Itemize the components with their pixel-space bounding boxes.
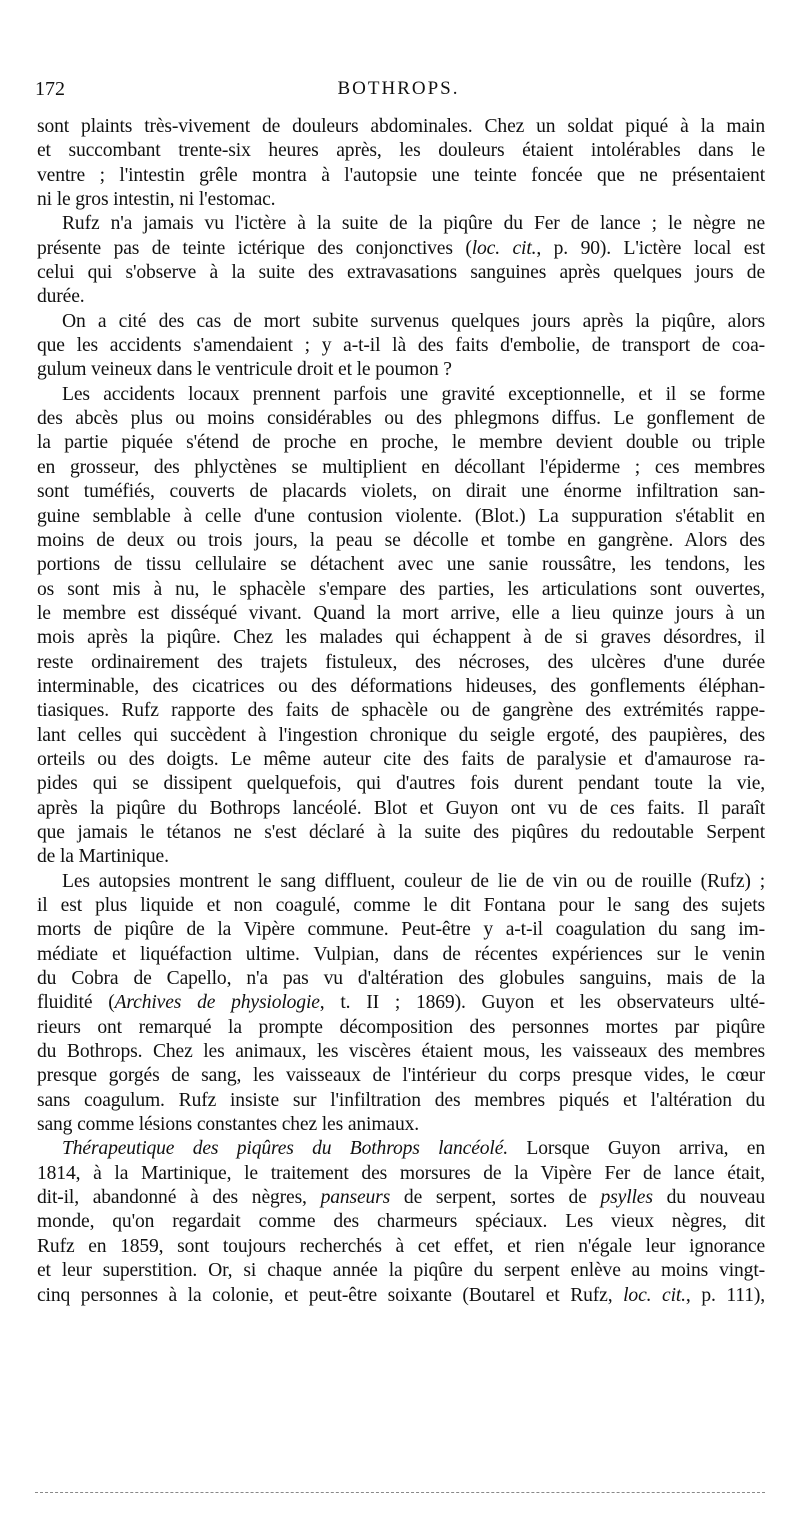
text-segment: cinq personnes à la colonie, et peut-être soixante (Boutarel et Rufz, (37, 1284, 624, 1306)
text-line-l6 (37, 237, 765, 261)
text-segment: , p. 90). L'ictère local est (536, 237, 766, 259)
text-line-l34: morts de piqûre de la Vipère commune. Peut-être y a-t-il coagulation du sang im- (37, 919, 765, 941)
italic-segment: panseurs (320, 1187, 391, 1209)
text-line-l4: ni le gros intestin, ni l'estomac. (37, 189, 276, 211)
text-line-l25: tiasiques. Rufz rapporte des faits de sphacèle ou de gangrène des extrémités rappe- (37, 700, 765, 722)
text-line-l29: après la piqûre du Bothrops lancéolé. Blot et Guyon ont vu de ces faits. Il paraît (37, 797, 765, 819)
text-line-l49 (37, 1284, 765, 1308)
text-line-l33: il est plus liquide et non coagulé, comme le dit Fontana pour le sang des sujets (37, 895, 765, 916)
text-line-l11: gulum veineux dans le ventricule droit et le poumon ? (37, 359, 452, 381)
running-head: BOTHROPS. (337, 78, 460, 99)
text-line-l31: de la Martinique. (37, 846, 169, 868)
text-line-l3: ventre ; l'intestin grêle montra à l'autopsie une teinte foncée que ne présentaient (37, 164, 765, 186)
text-line-l37 (37, 991, 765, 1015)
text-line-l47: Rufz en 1859, sont toujours recherchés à cet effet, et rien n'égale leur ignorance (37, 1235, 765, 1257)
text-line-l46: monde, qu'on regardait comme des charmeurs spéciaux. Les vieux nègres, dit (37, 1211, 765, 1233)
text-line-l26: lant celles qui succèdent à l'ingestion chronique du seigle ergoté, des paupières, des (37, 724, 765, 746)
italic-segment: Thérapeutique des piqûres du Bothrops lancéolé. (62, 1138, 509, 1160)
text-segment: dit-il, abandonné à des nègres, (37, 1187, 321, 1209)
text-line-l35: médiate et liquéfaction ultime. Vulpian, dans de récentes expériences sur le venin (37, 943, 765, 965)
text-line-l27: orteils ou des doigts. Le même auteur cite des faits de paralysie et d'amaurose ra- (37, 748, 765, 770)
text-line-l22: mois après la piqûre. Chez les malades qui échappent à de si graves désordres, il (37, 627, 765, 649)
page-number: 172 (35, 78, 65, 100)
text-segment: fluidité ( (37, 992, 115, 1014)
text-line-l10: que les accidents s'amendaient ; y a-t-il là des faits d'embolie, de transport de coa- (37, 335, 765, 357)
italic-segment: Archives de physiologie (114, 992, 320, 1014)
text-line-l32: Les autopsies montrent le sang diffluent, couleur de lie de vin ou de rouille (Rufz) ; (62, 870, 765, 892)
text-line-l7: celui qui s'observe à la suite des extravasations sanguines après quelques jours de (37, 262, 765, 284)
text-line-l9: On a cité des cas de mort subite survenus quelques jours après la piqûre, alors (62, 310, 765, 332)
text-line-l12: Les accidents locaux prennent parfois une gravité exceptionnelle, et il se forme (62, 383, 765, 405)
text-segment: de serpent, sortes de (390, 1187, 601, 1209)
text-line-l2: et succombant trente-six heures après, les douleurs étaient intolérables dans le (37, 140, 765, 162)
text-line-l20: os sont mis à nu, le sphacèle s'empare des parties, les articulations sont ouvertes, (37, 578, 765, 600)
text-line-l42: sang comme lésions constantes chez les animaux. (37, 1114, 419, 1136)
text-line-l1: sont plaints très-vivement de douleurs abdominales. Chez un soldat piqué à la main (37, 116, 765, 137)
text-line-l13: des abcès plus ou moins considérables ou des phlegmons diffus. Le gonflement de (37, 408, 765, 430)
text-line-l16: sont tuméfiés, couverts de placards violets, on dirait une énorme infiltration san- (37, 481, 765, 503)
text-line-l48: et leur superstition. Or, si chaque année la piqûre du serpent enlève au moins vingt- (37, 1260, 765, 1282)
footer-rule (35, 1492, 765, 1493)
text-line-l8: durée. (37, 286, 85, 308)
text-line-l14: la partie piquée s'étend de proche en proche, le membre devient double ou triple (37, 432, 765, 454)
italic-segment: psylles (600, 1187, 653, 1209)
text-line-l19: portions de tissu cellulaire se détachent avec une sanie roussâtre, les tendons, les (37, 554, 765, 576)
text-line-l17: guine semblable à celle d'une contusion violente. (Blot.) La suppuration s'établit en (37, 505, 765, 527)
text-line-l36: du Cobra de Capello, n'a pas vu d'altération des globules sanguins, mais de la (37, 968, 765, 990)
text-line-l45 (37, 1186, 765, 1210)
text-line-l28: pides qui se dissipent quelquefois, qui d'autres fois durent pendant toute la vie, (37, 773, 765, 795)
text-segment: Lorsque Guyon arriva, en (508, 1138, 765, 1160)
page-header (35, 78, 762, 108)
text-line-l5: Rufz n'a jamais vu l'ictère à la suite de la piqûre du Fer de lance ; le nègre ne (62, 213, 765, 235)
text-segment: du nouveau (652, 1187, 765, 1209)
text-segment: présente pas de teinte ictérique des conjonctives ( (37, 237, 472, 259)
italic-segment: loc. cit. (623, 1284, 686, 1306)
text-line-l44: 1814, à la Martinique, le traitement des morsures de la Vipère Fer de lance était, (37, 1162, 765, 1184)
text-line-l43 (37, 1137, 765, 1161)
text-line-l30: que jamais le tétanos ne s'est déclaré à la suite des piqûres du redoutable Serpent (37, 821, 765, 843)
text-line-l39: du Bothrops. Chez les animaux, les viscères étaient mous, les vaisseaux des membres (37, 1041, 765, 1063)
text-line-l21: le membre est disséqué vivant. Quand la mort arrive, elle a lieu quinze jours à un (37, 602, 765, 624)
text-line-l40: presque gorgés de sang, les vaisseaux de l'intérieur du corps presque vides, le cœur (37, 1065, 765, 1087)
text-line-l24: interminable, des cicatrices ou des déformations hideuses, des gonflements éléphan- (37, 675, 765, 697)
text-line-l38: rieurs ont remarqué la prompte décomposition des personnes mortes par piqûre (37, 1016, 765, 1038)
text-line-l41: sans coagulum. Rufz insiste sur l'infiltration des membres piqués et l'altération du (37, 1089, 765, 1111)
text-line-l23: reste ordinairement des trajets fistuleux, des nécroses, des ulcères d'une durée (37, 651, 765, 673)
text-line-l15: en grosseur, des phlyctènes se multiplient en décollant l'épiderme ; ces membres (37, 456, 765, 478)
text-segment: , p. 111), (685, 1284, 766, 1306)
italic-segment: loc. cit. (471, 237, 537, 259)
text-line-l18: moins de deux ou trois jours, la peau se décolle et tombe en gangrène. Alors des (37, 529, 765, 551)
text-segment: , t. II ; 1869). Guyon et les observateurs ulté- (319, 992, 766, 1014)
body-text (37, 115, 765, 1308)
